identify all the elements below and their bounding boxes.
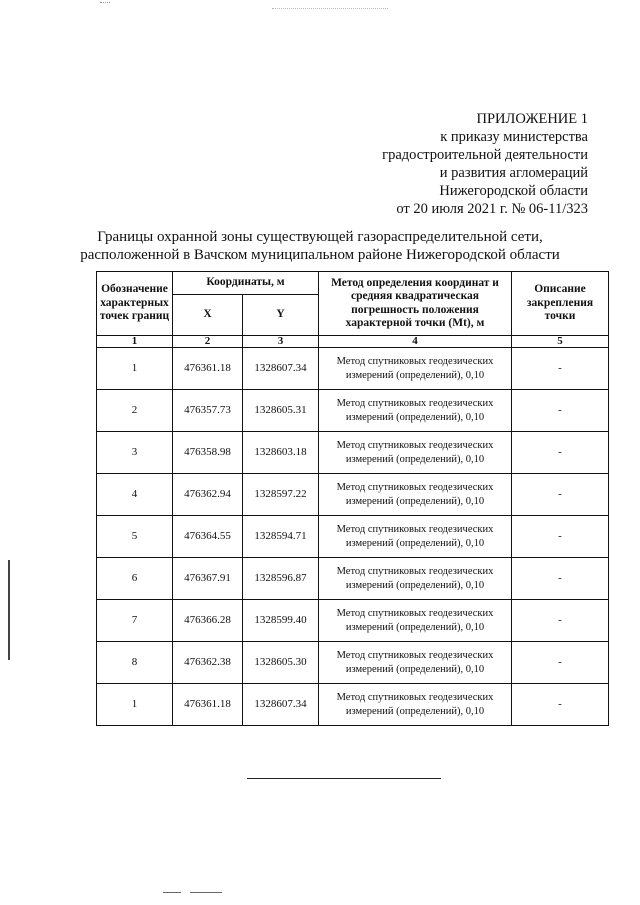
table-row: [97, 432, 609, 474]
coord-y: 1328607.34: [243, 348, 319, 390]
table-row: [97, 642, 609, 684]
point-id: 5: [97, 516, 173, 558]
column-number: 1: [97, 336, 173, 348]
table-row: [97, 516, 609, 558]
scan-artifact: [100, 2, 110, 6]
header-method: Метод определения координат и средняя квадратическая погрешность положения характерной точки (Mt), м: [319, 272, 512, 336]
end-divider: [247, 778, 441, 779]
column-number: 5: [512, 336, 609, 348]
method-cell: Метод спутниковых геодезических измерений (определений), 0,10: [319, 432, 512, 474]
coord-x: 476366.28: [173, 600, 243, 642]
method-cell: Метод спутниковых геодезических измерений (определений), 0,10: [319, 642, 512, 684]
coord-y: 1328605.31: [243, 390, 319, 432]
method-cell: Метод спутниковых геодезических измерений (определений), 0,10: [319, 474, 512, 516]
header-description: Описание закрепления точки: [512, 272, 609, 336]
point-id: 1: [97, 348, 173, 390]
point-id: 4: [97, 474, 173, 516]
description-cell: -: [512, 432, 609, 474]
coord-x: 476362.94: [173, 474, 243, 516]
title-line-1: Границы охранной зоны существующей газораспределительной сети,: [97, 229, 543, 245]
point-id: 1: [97, 684, 173, 726]
point-id: 8: [97, 642, 173, 684]
coordinates-table: [96, 271, 609, 726]
point-id: 6: [97, 558, 173, 600]
scan-artifact: [163, 892, 181, 893]
table-row: [97, 558, 609, 600]
point-id: 7: [97, 600, 173, 642]
column-number: 3: [243, 336, 319, 348]
scan-margin-mark: [8, 560, 10, 660]
appendix-line: ПРИЛОЖЕНИЕ 1: [476, 111, 588, 127]
header-x: X: [173, 295, 243, 336]
appendix-line: к приказу министерства: [440, 129, 588, 145]
table-row: [97, 684, 609, 726]
coord-x: 476364.55: [173, 516, 243, 558]
description-cell: -: [512, 558, 609, 600]
appendix-line: от 20 июля 2021 г. № 06-11/323: [396, 201, 588, 217]
scan-artifact: [272, 8, 388, 13]
method-cell: Метод спутниковых геодезических измерений (определений), 0,10: [319, 684, 512, 726]
coord-y: 1328605.30: [243, 642, 319, 684]
appendix-header: [382, 110, 588, 218]
method-cell: Метод спутниковых геодезических измерений (определений), 0,10: [319, 600, 512, 642]
table-row: [97, 474, 609, 516]
description-cell: -: [512, 600, 609, 642]
description-cell: -: [512, 474, 609, 516]
method-cell: Метод спутниковых геодезических измерений (определений), 0,10: [319, 348, 512, 390]
coord-y: 1328599.40: [243, 600, 319, 642]
method-cell: Метод спутниковых геодезических измерений (определений), 0,10: [319, 516, 512, 558]
coord-x: 476367.91: [173, 558, 243, 600]
coord-y: 1328596.87: [243, 558, 319, 600]
method-cell: Метод спутниковых геодезических измерений (определений), 0,10: [319, 390, 512, 432]
coord-x: 476362.38: [173, 642, 243, 684]
point-id: 2: [97, 390, 173, 432]
document-title: [0, 228, 640, 264]
title-line-2: расположенной в Вачском муниципальном районе Нижегородской области: [80, 247, 560, 263]
coord-y: 1328603.18: [243, 432, 319, 474]
description-cell: -: [512, 642, 609, 684]
coord-y: 1328597.22: [243, 474, 319, 516]
description-cell: -: [512, 516, 609, 558]
description-cell: -: [512, 684, 609, 726]
column-number: 2: [173, 336, 243, 348]
scan-artifact: [190, 892, 222, 893]
appendix-line: градостроительной деятельности: [382, 147, 588, 163]
description-cell: -: [512, 348, 609, 390]
coord-y: 1328607.34: [243, 684, 319, 726]
coord-x: 476361.18: [173, 348, 243, 390]
column-number: 4: [319, 336, 512, 348]
appendix-line: Нижегородской области: [439, 183, 588, 199]
header-designation: Обозначение характерных точек границ: [97, 272, 173, 336]
table-row: [97, 390, 609, 432]
table-row: [97, 600, 609, 642]
coord-x: 476361.18: [173, 684, 243, 726]
appendix-line: и развития агломераций: [439, 165, 588, 181]
coord-x: 476357.73: [173, 390, 243, 432]
point-id: 3: [97, 432, 173, 474]
coord-x: 476358.98: [173, 432, 243, 474]
coord-y: 1328594.71: [243, 516, 319, 558]
header-y: Y: [243, 295, 319, 336]
header-coordinates: Координаты, м: [173, 272, 319, 295]
description-cell: -: [512, 390, 609, 432]
table-row: [97, 348, 609, 390]
method-cell: Метод спутниковых геодезических измерений (определений), 0,10: [319, 558, 512, 600]
